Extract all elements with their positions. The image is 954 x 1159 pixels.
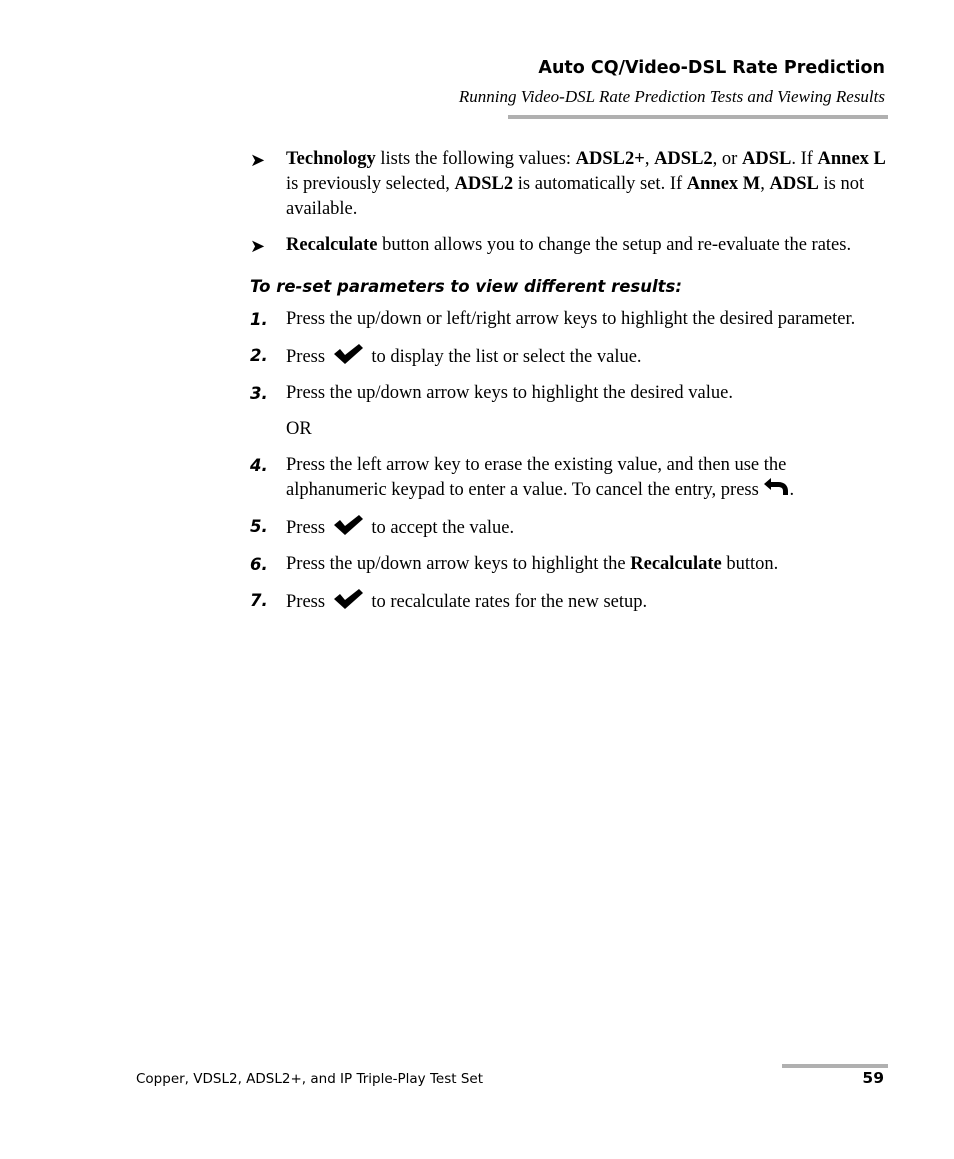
checkmark-icon: [332, 343, 365, 365]
bullet-text: lists the following values:: [375, 149, 576, 169]
step-5: [250, 514, 886, 541]
bullet-text: is automatically set. If: [513, 174, 687, 194]
step-number: 5.: [250, 517, 268, 536]
bullet-text: button allows you to change the setup and re-evaluate the rates.: [377, 235, 852, 255]
bullet-arrow-icon: ➤: [250, 150, 266, 170]
bullet-text: , or: [712, 149, 742, 169]
value-adsl2plus: ADSL2+: [575, 149, 645, 169]
back-arrow-icon: [763, 478, 789, 496]
value-adsl2: ADSL2: [654, 149, 713, 169]
step-number: 1.: [250, 310, 268, 329]
step-text: Press the up/down arrow keys to highlight the: [286, 554, 631, 574]
bullet-text: is not available.: [286, 174, 865, 219]
step-number: 4.: [250, 456, 268, 475]
term-recalculate: Recalculate: [286, 235, 378, 255]
step-number: 7.: [250, 591, 268, 610]
step-text: Press the up/down arrow keys to highlight the desired value.: [286, 383, 733, 403]
step-2: [250, 343, 886, 370]
step-7: [250, 588, 886, 615]
value-adsl: ADSL: [769, 174, 819, 194]
checkmark-icon: [332, 588, 365, 610]
term-annex-m: Annex M: [686, 174, 761, 194]
step-number: 6.: [250, 555, 268, 574]
bullet-technology: [250, 147, 886, 222]
footer-product-name: Copper, VDSL2, ADSL2+, and IP Triple-Play Test Set: [136, 1071, 484, 1087]
term-recalculate: Recalculate: [630, 554, 722, 574]
step-text: Press: [286, 592, 330, 612]
value-adsl: ADSL: [741, 149, 792, 169]
bullet-text: . If: [791, 149, 818, 169]
checkmark-icon: [332, 514, 365, 536]
step-4: [250, 453, 886, 503]
bullet-text: ,: [760, 174, 770, 194]
step-text: button.: [721, 554, 779, 574]
value-adsl2: ADSL2: [454, 174, 514, 194]
header-rule: [508, 115, 888, 119]
step-number: 3.: [250, 384, 268, 403]
term-annex-l: Annex L: [817, 149, 886, 169]
step-text: .: [789, 480, 795, 500]
step-text: to display the list or select the value.: [366, 347, 642, 367]
running-header-title: Auto CQ/Video-DSL Rate Prediction: [538, 58, 885, 78]
page-number: 59: [862, 1069, 884, 1087]
bullet-recalculate: [250, 233, 886, 258]
procedure-heading: To re-set parameters to view different results:: [250, 277, 682, 296]
bullet-text: is previously selected,: [286, 174, 455, 194]
step-1: [250, 307, 886, 332]
step-text: Press: [286, 347, 330, 367]
page-body: [250, 147, 886, 626]
bullet-text: ,: [644, 149, 655, 169]
bullet-arrow-icon: ➤: [250, 236, 266, 256]
step-number: 2.: [250, 346, 268, 365]
footer-rule: [782, 1064, 888, 1068]
or-separator: OR: [286, 419, 312, 439]
step-text: Press: [286, 518, 330, 538]
step-text: Press the up/down or left/right arrow keys to highlight the desired parameter.: [286, 309, 856, 329]
step-text: Press the left arrow key to erase the existing value, and then use the alphanumeric keypad to enter a value. To cancel the entry, press: [286, 455, 787, 500]
step-text: to recalculate rates for the new setup.: [366, 592, 648, 612]
step-text: to accept the value.: [366, 518, 515, 538]
running-header-subtitle: Running Video-DSL Rate Prediction Tests and Viewing Results: [458, 87, 885, 106]
step-6: [250, 552, 886, 577]
term-technology: Technology: [286, 149, 376, 169]
step-3: [250, 381, 886, 406]
